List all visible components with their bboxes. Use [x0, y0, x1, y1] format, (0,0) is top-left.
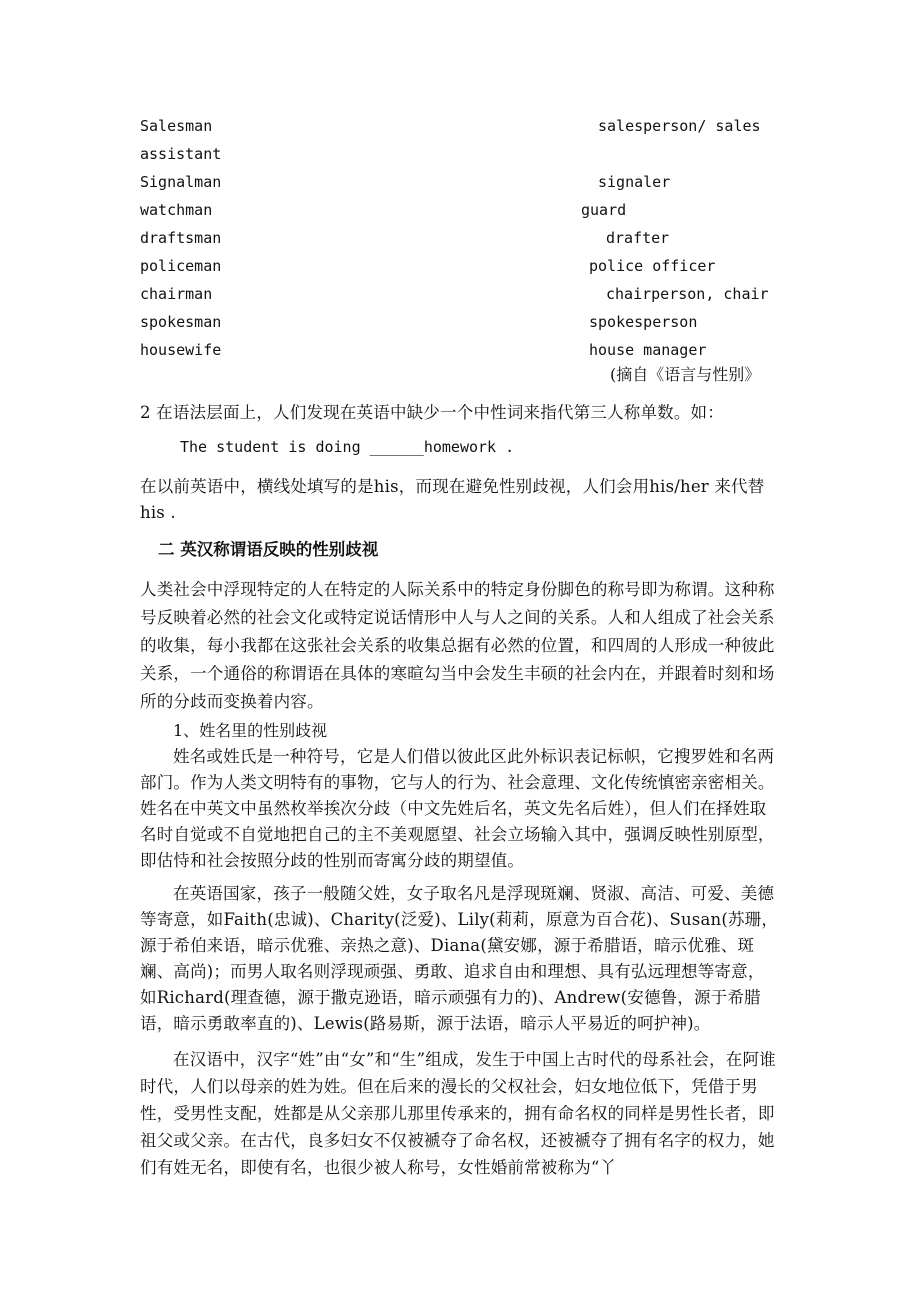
- section-heading: 二 英汉称谓语反映的性别歧视: [158, 540, 379, 559]
- word-new-police-officer: police officer: [589, 257, 716, 275]
- grammar-point: 2 在语法层面上，人们发现在英语中缺少一个中性词来指代第三人称单数。如：: [140, 403, 724, 422]
- word-old-chairman: chairman: [140, 285, 213, 303]
- his-note: 在以前英语中，横线处填写的是his，而现在避免性别歧视，人们会用his/her 来代替his .: [140, 477, 765, 522]
- subheading-names: 1、姓名里的性别歧视: [173, 721, 328, 740]
- word-new-signaler: signaler: [598, 173, 671, 191]
- word-old-spokesman: spokesman: [140, 313, 222, 331]
- word-new-drafter: drafter: [606, 229, 670, 247]
- para-english-names: 在英语国家，孩子一般随父姓，女子取名凡是浮现斑斓、贤淑、高洁、可爱、美德等寄意，如Faith(忠诚)、Charity(泛爱)、Lily(莉莉，原意为百合花)、Susan(苏珊，源于希伯来语，暗示优雅、亲热之意)、Diana(黛安娜，源于希腊语，暗示优雅、斑斓、高尚)；而男人取名则浮现顽强、勇敢、追求自由和理想、具有弘远理想等寄意，如Richard(理查德，源于撒克逊语，暗示顽强有力的)、Andrew(安德鲁，源于希腊语，暗示勇敢率直的)、Lewis(路易斯，源于法语，暗示人平易近的呵护神)。: [140, 884, 779, 1033]
- word-new-salesperson: salesperson/ sales: [598, 117, 761, 135]
- example-sentence: The student is doing ______homework .: [180, 438, 515, 456]
- word-old-watchman: watchman: [140, 201, 213, 219]
- word-old-signalman: Signalman: [140, 173, 222, 191]
- word-old-draftsman: draftsman: [140, 229, 222, 247]
- word-old-assistant: assistant: [140, 145, 222, 163]
- word-old-housewife: housewife: [140, 341, 222, 359]
- word-old-policeman: policeman: [140, 257, 222, 275]
- word-new-house-manager: house manager: [589, 341, 707, 359]
- word-new-spokesperson: spokesperson: [589, 313, 698, 331]
- word-new-chairperson: chairperson, chair: [606, 285, 769, 303]
- intro-paragraph: 人类社会中浮现特定的人在特定的人际关系中的特定身份脚色的称号即为称谓。这种称号反映着必然的社会文化或特定说话情形中人与人之间的关系。人和人组成了社会关系的收集，每小我都在这张社会关系的收集总据有必然的位置，和四周的人形成一种彼此关系，一个通俗的称谓语在具体的寒暄勾当中会发生丰硕的社会内在，并跟着时刻和场所的分歧而变换着内容。: [140, 580, 775, 711]
- para-chinese-names: 在汉语中，汉字“姓”由“女”和“生”组成，发生于中国上古时代的母系社会，在阿谁时代，人们以母亲的姓为姓。但在后来的漫长的父权社会，妇女地位低下，凭借于男性，受男性支配，姓都是从父亲那儿那里传承来的，拥有命名权的同样是男性长者，即祖父或父亲。在古代，良多妇女不仅被褫夺了命名权，还被褫夺了拥有名字的权力，她们有姓无名，即使有名，也很少被人称号，女性婚前常被称为“丫: [140, 1050, 776, 1177]
- para-names: 姓名或姓氏是一种符号，它是人们借以彼此区此外标识表记标帜，它搜罗姓和名两部门。作为人类文明特有的事物，它与人的行为、社会意理、文化传统慎密亲密相关。姓名在中英文中虽然枚举挨次分歧（中文先姓后名，英文先名后姓），但人们在择姓取名时自觉或不自觉地把自己的主不美观愿望、社会立场输入其中，强调反映性别原型，即估恃和社会按照分歧的性别而寄寓分歧的期望值。: [140, 747, 775, 870]
- source-note: (摘自《语言与性别》: [610, 365, 761, 384]
- word-old-salesman: Salesman: [140, 117, 213, 135]
- word-new-guard: guard: [581, 201, 627, 219]
